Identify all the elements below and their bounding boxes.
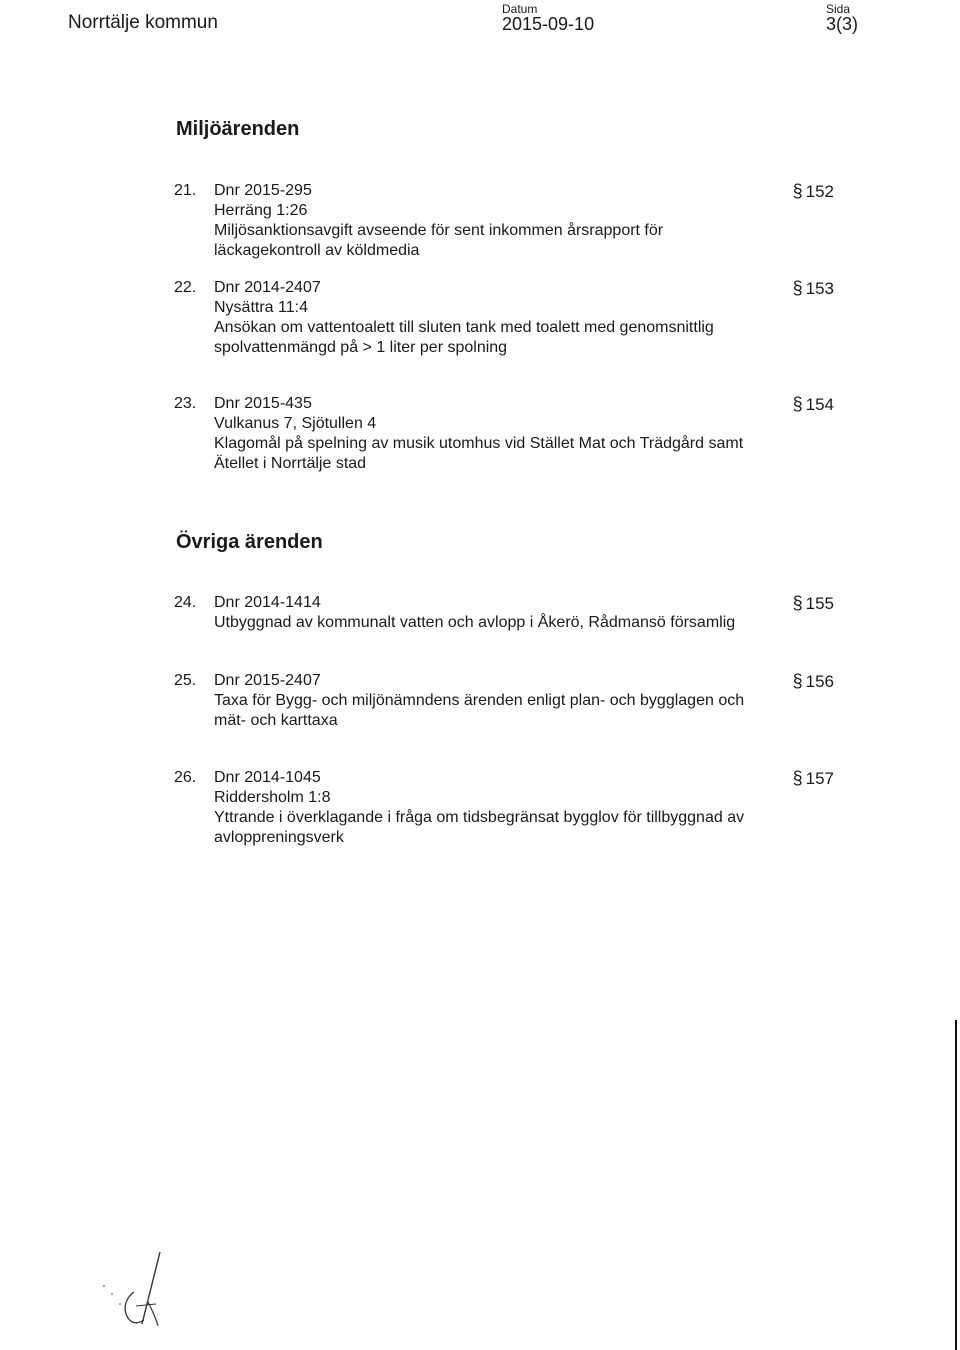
paragraph-number: 154 — [805, 395, 834, 414]
item-body — [214, 593, 774, 633]
item-body — [214, 181, 774, 261]
date-value: 2015-09-10 — [502, 14, 595, 34]
item-number: 26. — [174, 769, 197, 786]
paragraph-symbol: § — [792, 394, 803, 414]
item-dnr: Dnr 2014-2407 — [214, 279, 321, 296]
item-number: 24. — [174, 594, 197, 611]
paragraph-number: 157 — [805, 769, 834, 788]
item-description: spolvattenmängd på > 1 liter per spolning — [214, 339, 508, 356]
paragraph-ref — [764, 768, 834, 789]
item-number: 22. — [174, 279, 197, 296]
paragraph-symbol: § — [792, 768, 803, 788]
item-body — [214, 278, 774, 358]
item-dnr: Dnr 2015-2407 — [214, 672, 321, 689]
item-description: Klagomål på spelning av musik utomhus vid Stället Mat och Trädgård samt — [214, 435, 744, 452]
paragraph-number: 156 — [805, 672, 834, 691]
item-description: Utbyggnad av kommunalt vatten och avlopp i Åkerö, Rådmansö församlig — [214, 614, 736, 631]
paragraph-ref — [764, 278, 834, 299]
item-dnr: Dnr 2014-1045 — [214, 769, 321, 786]
item-dnr: Dnr 2015-295 — [214, 182, 312, 199]
item-description: Ansökan om vattentoalett till sluten tank med toalett med genomsnittlig — [214, 319, 714, 336]
item-description: Taxa för Bygg- och miljönämndens ärenden enligt plan- och bygglagen och — [214, 692, 745, 709]
item-property: Herräng 1:26 — [214, 202, 308, 219]
paragraph-number: 155 — [805, 594, 834, 613]
paragraph-number: 152 — [805, 182, 834, 201]
item-dnr: Dnr 2015-435 — [214, 395, 312, 412]
item-property: Vulkanus 7, Sjötullen 4 — [214, 415, 377, 432]
paragraph-symbol: § — [792, 593, 803, 613]
scan-margin-line — [955, 1020, 957, 1350]
item-description: Miljösanktionsavgift avseende för sent inkommen årsrapport för — [214, 222, 664, 239]
section-title-miljoarenden: Miljöärenden — [176, 118, 300, 140]
page-label: Sida — [826, 2, 851, 16]
paragraph-ref — [764, 593, 834, 614]
paragraph-ref — [764, 394, 834, 415]
item-property: Riddersholm 1:8 — [214, 789, 331, 806]
item-dnr: Dnr 2014-1414 — [214, 594, 321, 611]
paragraph-symbol: § — [792, 278, 803, 298]
item-property: Nysättra 11:4 — [214, 299, 308, 316]
item-body — [214, 394, 774, 474]
paragraph-ref — [764, 181, 834, 202]
organization-name: Norrtälje kommun — [68, 12, 218, 33]
paragraph-number: 153 — [805, 279, 834, 298]
item-description: Ätellet i Norrtälje stad — [214, 455, 367, 472]
paragraph-symbol: § — [792, 671, 803, 691]
handwritten-initials — [90, 1250, 180, 1330]
section-title-ovriga-arenden: Övriga ärenden — [176, 531, 323, 553]
item-description: läckagekontroll av köldmedia — [214, 242, 420, 259]
date-label: Datum — [502, 2, 538, 16]
item-number: 21. — [174, 182, 197, 199]
item-description: mät- och karttaxa — [214, 712, 338, 729]
item-description: Yttrande i överklagande i fråga om tidsbegränsat bygglov för tillbyggnad av — [214, 809, 745, 826]
item-body — [214, 768, 774, 848]
item-number: 25. — [174, 672, 197, 689]
item-body — [214, 671, 774, 731]
page-number: 3(3) — [826, 14, 859, 34]
paragraph-symbol: § — [792, 181, 803, 201]
item-description: avloppreningsverk — [214, 829, 344, 846]
paragraph-ref — [764, 671, 834, 692]
item-number: 23. — [174, 395, 197, 412]
